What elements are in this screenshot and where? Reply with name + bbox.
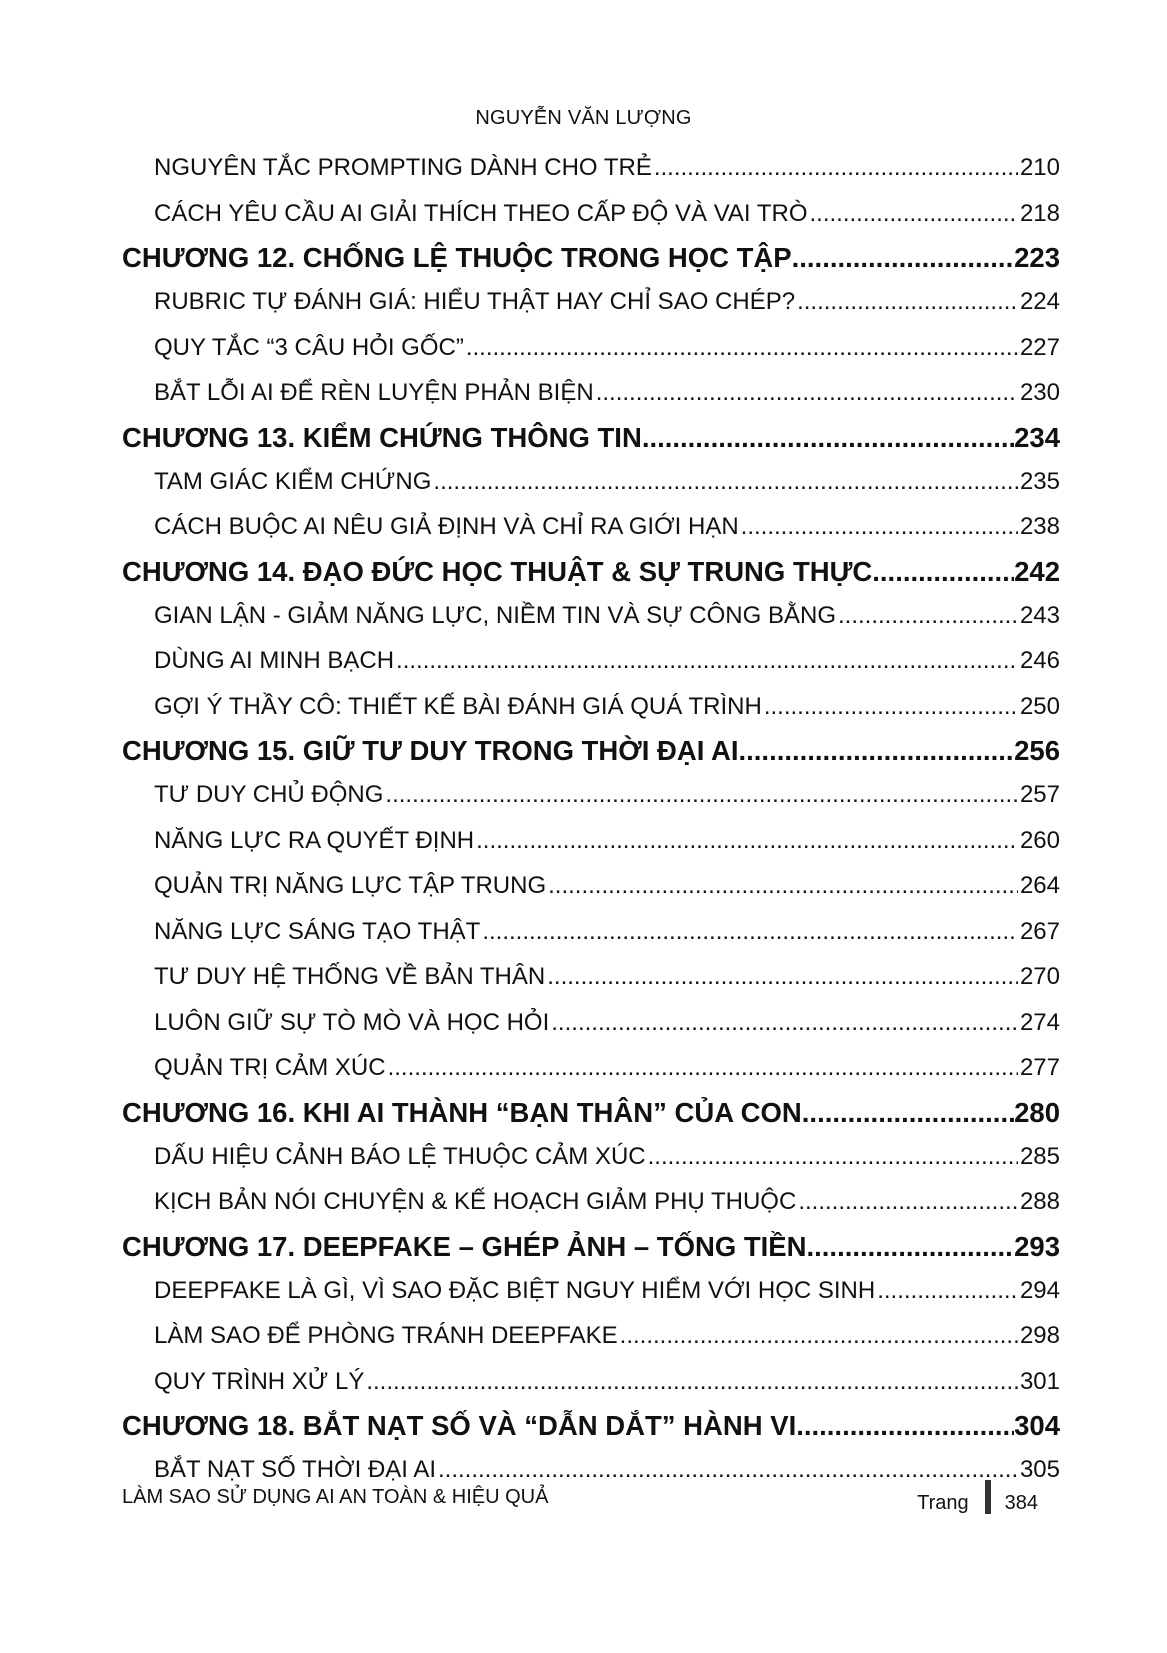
toc-dot-leader — [433, 459, 1018, 505]
toc-entry-page: 250 — [1019, 692, 1060, 720]
toc-section-entry — [122, 1045, 1060, 1091]
toc-entry-page: 301 — [1019, 1367, 1060, 1395]
toc-entry-title: NĂNG LỰC SÁNG TẠO THẬT — [154, 917, 481, 945]
toc-entry-page: 285 — [1019, 1142, 1060, 1170]
toc-dot-leader — [877, 1268, 1018, 1314]
toc-entry-title: DÙNG AI MINH BẠCH — [154, 647, 395, 674]
toc-entry-title: DẤU HIỆU CẢNH BÁO LỆ THUỘC CẢM XÚC — [154, 1142, 646, 1170]
toc-entry-page: 257 — [1019, 781, 1060, 808]
toc-dot-leader — [388, 1045, 1018, 1091]
toc-entry-title: DEEPFAKE LÀ GÌ, VÌ SAO ĐẶC BIỆT NGUY HIỂM VỚI HỌC SINH — [154, 1276, 876, 1304]
toc-dot-leader — [739, 729, 1015, 772]
toc-entry-title: LUÔN GIỮ SỰ TÒ MÒ VÀ HỌC HỎI — [154, 1008, 550, 1036]
toc-entry-title: BẮT NẠT SỐ THỜI ĐẠI AI — [154, 1456, 436, 1483]
toc-section-entry — [122, 1179, 1060, 1225]
toc-section-entry — [122, 1268, 1060, 1314]
running-header-author: NGUYỄN VĂN LƯỢNG — [475, 107, 692, 129]
toc-entry-title: TƯ DUY CHỦ ĐỘNG — [154, 781, 384, 808]
footer-page-number: 384 — [1004, 1491, 1038, 1514]
toc-entry-title: CHƯƠNG 13. KIỂM CHỨNG THÔNG TIN — [122, 421, 642, 453]
toc-entry-page: 210 — [1019, 154, 1060, 181]
toc-chapter-entry — [122, 1091, 1060, 1134]
toc-dot-leader — [809, 191, 1017, 237]
toc-entry-title: NGUYÊN TẮC PROMPTING DÀNH CHO TRẺ — [154, 154, 652, 181]
toc-section-entry — [122, 279, 1060, 325]
toc-section-entry — [122, 772, 1060, 818]
toc-entry-page: 304 — [1014, 1410, 1060, 1441]
toc-entry-page: 227 — [1019, 333, 1060, 361]
toc-entry-title: CHƯƠNG 14. ĐẠO ĐỨC HỌC THUẬT & SỰ TRUNG THỰC — [122, 555, 873, 587]
toc-entry-title: QUY TRÌNH XỬ LÝ — [154, 1367, 365, 1395]
toc-dot-leader — [792, 236, 1014, 279]
toc-chapter-entry — [122, 236, 1060, 279]
toc-entry-title: CÁCH YÊU CẦU AI GIẢI THÍCH THEO CẤP ĐỘ VÀ VAI TRÒ — [154, 199, 808, 227]
toc-section-entry — [122, 1359, 1060, 1405]
toc-section-entry — [122, 909, 1060, 955]
toc-entry-title: GIAN LẬN - GIẢM NĂNG LỰC, NIỀM TIN VÀ SỰ CÔNG BẰNG — [154, 601, 836, 629]
toc-section-entry — [122, 684, 1060, 730]
footer-book-title: LÀM SAO SỬ DỤNG AI AN TOÀN & HIỆU QUẢ — [122, 1486, 549, 1508]
toc-dot-leader — [547, 954, 1018, 1000]
toc-entry-page: 242 — [1014, 555, 1060, 587]
toc-entry-page: 277 — [1019, 1054, 1060, 1081]
toc-chapter-entry — [122, 416, 1060, 459]
toc-dot-leader — [385, 772, 1018, 818]
toc-dot-leader — [366, 1359, 1018, 1405]
toc-section-entry — [122, 818, 1060, 864]
toc-entry-page: 293 — [1014, 1230, 1060, 1262]
toc-entry-title: CHƯƠNG 16. KHI AI THÀNH “BẠN THÂN” CỦA CON — [122, 1096, 802, 1128]
toc-entry-title: CÁCH BUỘC AI NÊU GIẢ ĐỊNH VÀ CHỈ RA GIỚI HẠN — [154, 513, 739, 540]
toc-entry-title: RUBRIC TỰ ĐÁNH GIÁ: HIỂU THẬT HAY CHỈ SAO CHÉP? — [154, 288, 796, 315]
toc-section-entry — [122, 325, 1060, 371]
toc-dot-leader — [797, 279, 1018, 325]
toc-dot-leader — [642, 416, 1014, 459]
toc-dot-leader — [654, 145, 1018, 191]
toc-dot-leader — [596, 370, 1018, 416]
toc-dot-leader — [798, 1179, 1018, 1225]
toc-entry-page: 256 — [1014, 735, 1060, 766]
toc-entry-page: 294 — [1019, 1276, 1060, 1304]
toc-entry-page: 234 — [1014, 421, 1060, 453]
toc-section-entry — [122, 863, 1060, 909]
toc-dot-leader — [802, 1091, 1014, 1134]
toc-dot-leader — [396, 638, 1018, 684]
toc-entry-title: CHƯƠNG 12. CHỐNG LỆ THUỘC TRONG HỌC TẬP — [122, 242, 792, 273]
toc-entry-page: 298 — [1019, 1322, 1060, 1349]
toc-entry-page: 288 — [1019, 1188, 1060, 1215]
table-of-contents — [122, 145, 1060, 1493]
toc-chapter-entry — [122, 729, 1060, 772]
page-footer — [122, 1480, 1038, 1514]
toc-section-entry — [122, 504, 1060, 550]
toc-dot-leader — [482, 909, 1018, 955]
toc-section-entry — [122, 638, 1060, 684]
toc-entry-title: CHƯƠNG 18. BẮT NẠT SỐ VÀ “DẪN DẮT” HÀNH VI — [122, 1410, 797, 1441]
toc-entry-page: 246 — [1019, 647, 1060, 674]
footer-page-label: Trang — [917, 1491, 969, 1514]
toc-section-entry — [122, 1313, 1060, 1359]
toc-dot-leader — [796, 1404, 1014, 1447]
toc-dot-leader — [648, 1134, 1018, 1180]
toc-entry-page: 243 — [1019, 601, 1060, 629]
toc-entry-page: 224 — [1019, 288, 1060, 315]
toc-entry-page: 238 — [1019, 513, 1060, 540]
toc-entry-title: KỊCH BẢN NÓI CHUYỆN & KẾ HOẠCH GIẢM PHỤ THUỘC — [154, 1188, 797, 1215]
toc-section-entry — [122, 370, 1060, 416]
toc-entry-title: NĂNG LỰC RA QUYẾT ĐỊNH — [154, 826, 475, 854]
toc-section-entry — [122, 1134, 1060, 1180]
toc-dot-leader — [466, 325, 1018, 371]
toc-section-entry — [122, 459, 1060, 505]
toc-entry-title: GỢI Ý THẦY CÔ: THIẾT KẾ BÀI ĐÁNH GIÁ QUÁ TRÌNH — [154, 692, 762, 720]
toc-entry-page: 267 — [1019, 917, 1060, 945]
toc-dot-leader — [620, 1313, 1018, 1359]
toc-dot-leader — [872, 550, 1014, 593]
toc-chapter-entry — [122, 550, 1060, 593]
toc-section-entry — [122, 145, 1060, 191]
toc-entry-page: 235 — [1019, 467, 1060, 495]
toc-entry-page: 274 — [1019, 1008, 1060, 1036]
toc-section-entry — [122, 1000, 1060, 1046]
toc-chapter-entry — [122, 1225, 1060, 1268]
toc-entry-title: QUẢN TRỊ NĂNG LỰC TẬP TRUNG — [154, 872, 547, 899]
toc-entry-title: CHƯƠNG 15. GIỮ TƯ DUY TRONG THỜI ĐẠI AI — [122, 735, 739, 766]
toc-entry-page: 280 — [1014, 1096, 1060, 1128]
toc-dot-leader — [838, 593, 1018, 639]
toc-entry-title: LÀM SAO ĐỂ PHÒNG TRÁNH DEEPFAKE — [154, 1322, 618, 1349]
toc-section-entry — [122, 593, 1060, 639]
toc-entry-page: 305 — [1019, 1456, 1060, 1483]
toc-entry-title: QUẢN TRỊ CẢM XÚC — [154, 1054, 386, 1081]
toc-section-entry — [122, 191, 1060, 237]
toc-entry-title: CHƯƠNG 17. DEEPFAKE – GHÉP ẢNH – TỐNG TIỀN — [122, 1230, 807, 1262]
toc-dot-leader — [764, 684, 1018, 730]
toc-section-entry — [122, 954, 1060, 1000]
toc-dot-leader — [548, 863, 1018, 909]
toc-entry-title: QUY TẮC “3 CÂU HỎI GỐC” — [154, 333, 464, 361]
toc-dot-leader — [551, 1000, 1018, 1046]
toc-dot-leader — [741, 504, 1018, 550]
toc-entry-page: 270 — [1019, 963, 1060, 990]
toc-entry-page: 260 — [1019, 826, 1060, 854]
toc-entry-page: 223 — [1014, 242, 1060, 273]
toc-entry-title: TAM GIÁC KIỂM CHỨNG — [154, 467, 432, 495]
toc-entry-title: TƯ DUY HỆ THỐNG VỀ BẢN THÂN — [154, 963, 546, 990]
toc-entry-page: 264 — [1019, 872, 1060, 899]
toc-entry-page: 218 — [1019, 199, 1060, 227]
footer-page-indicator — [917, 1486, 1038, 1520]
toc-entry-page: 230 — [1019, 379, 1060, 406]
toc-dot-leader — [807, 1225, 1015, 1268]
toc-dot-leader — [476, 818, 1018, 864]
footer-divider-bar — [985, 1480, 991, 1514]
toc-entry-title: BẮT LỖI AI ĐỂ RÈN LUYỆN PHẢN BIỆN — [154, 379, 594, 406]
toc-chapter-entry — [122, 1404, 1060, 1447]
